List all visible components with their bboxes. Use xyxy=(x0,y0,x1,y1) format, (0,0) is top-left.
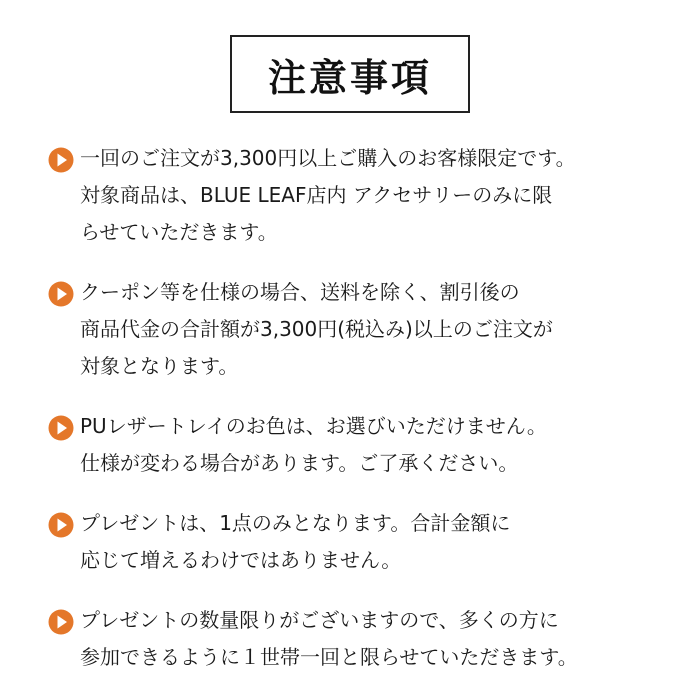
play-arrow-icon xyxy=(48,281,74,307)
notice-item xyxy=(48,505,668,579)
notice-text xyxy=(80,408,547,482)
notice-line: プレゼントの数量限りがございますので、多くの方に xyxy=(80,608,559,632)
notice-item xyxy=(48,408,668,482)
play-arrow-icon xyxy=(48,512,74,538)
notice-line: 商品代金の合計額が3,300円(税込み)以上のご注文が xyxy=(80,317,553,341)
notice-text xyxy=(80,602,578,676)
title-box xyxy=(230,35,470,113)
notice-text xyxy=(80,274,553,385)
page-title: 注意事項 xyxy=(267,55,432,100)
play-arrow-icon xyxy=(48,415,74,441)
notice-text xyxy=(80,505,510,579)
notice-item xyxy=(48,140,668,251)
notice-line: PUレザートレイのお色は、お選びいただけません。 xyxy=(80,414,547,438)
notice-line: らせていただきます。 xyxy=(80,220,278,244)
play-arrow-icon xyxy=(48,609,74,635)
notice-text xyxy=(80,140,576,251)
notice-line: 対象商品は、BLUE LEAF店内 アクセサリーのみに限 xyxy=(80,183,553,207)
notice-list xyxy=(48,140,668,676)
notice-line: プレゼントは、1点のみとなります。合計金額に xyxy=(80,511,511,535)
notice-line: クーポン等を仕様の場合、送料を除く、割引後の xyxy=(80,280,520,304)
play-arrow-icon xyxy=(48,147,74,173)
notice-line: 対象となります。 xyxy=(80,354,239,378)
notice-line: 仕様が変わる場合があります。ご了承ください。 xyxy=(80,451,519,475)
notice-line: 応じて増えるわけではありません。 xyxy=(80,548,402,572)
notice-line: 一回のご注文が3,300円以上ご購入のお客様限定です。 xyxy=(80,146,576,170)
notice-item xyxy=(48,602,668,676)
notice-line: 参加できるように１世帯一回と限らせていただきます。 xyxy=(80,645,578,669)
notice-item xyxy=(48,274,668,385)
